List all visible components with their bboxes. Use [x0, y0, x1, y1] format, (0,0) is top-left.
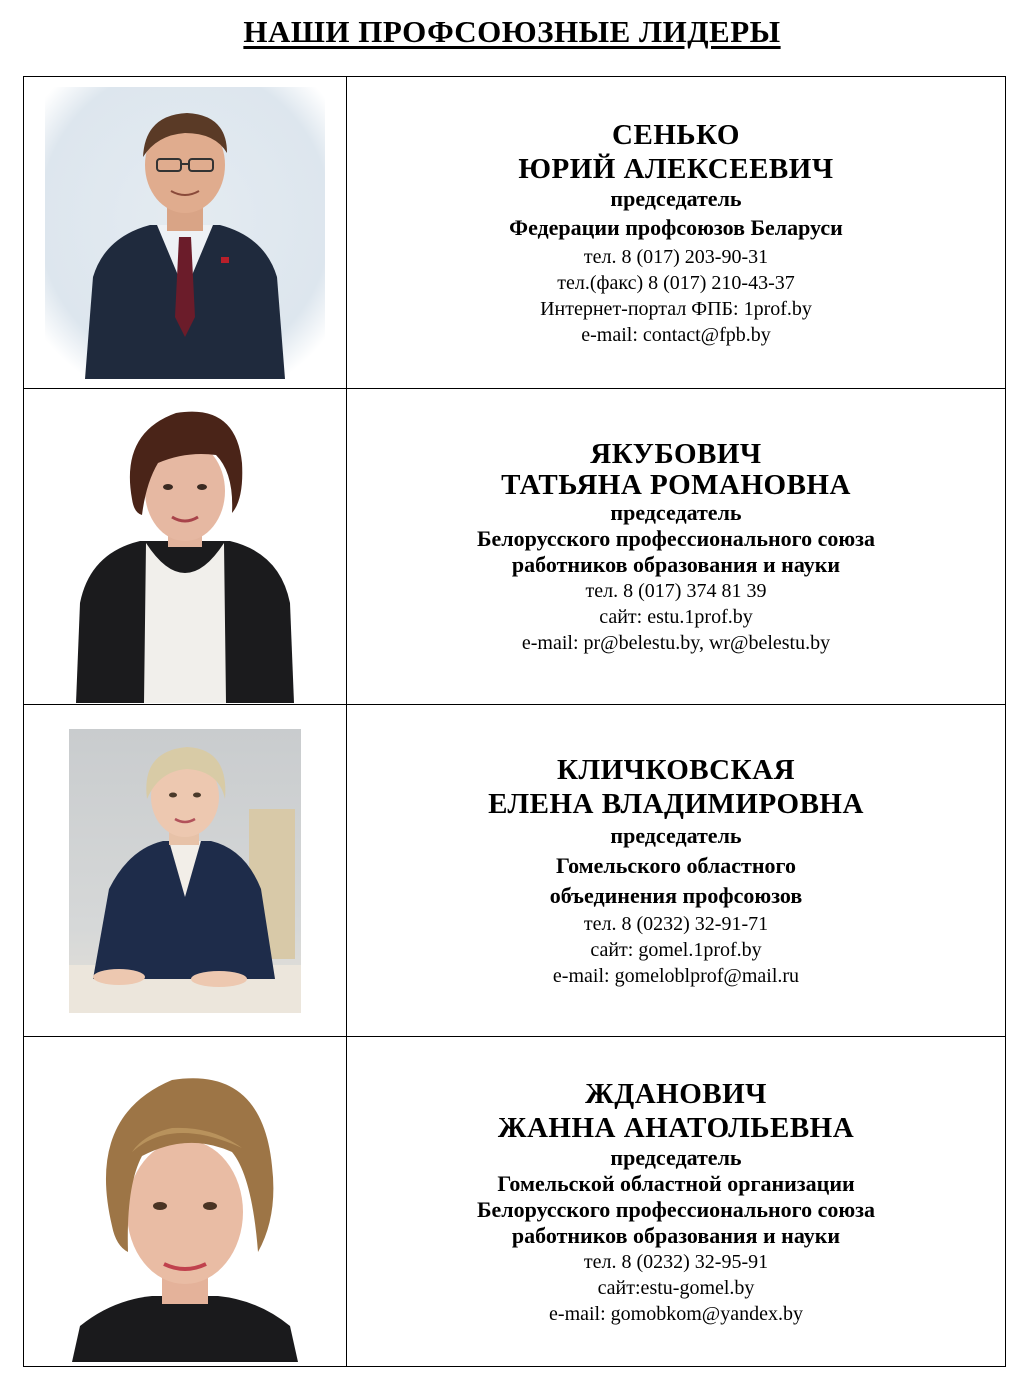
photo-cell — [24, 1037, 347, 1367]
leader-given-name: ЖАННА АНАТОЛЬЕВНА — [497, 1111, 855, 1144]
leader-row — [24, 389, 1006, 705]
leader-photo — [45, 87, 325, 379]
leader-website: сайт: estu.1prof.by — [599, 605, 753, 628]
leader-organization: объединения профсоюзов — [549, 882, 803, 908]
info-cell — [347, 389, 1006, 705]
leader-email: e-mail: pr@belestu.by, wr@belestu.by — [521, 631, 831, 654]
leader-row — [24, 705, 1006, 1037]
leader-email: e-mail: gomeloblprof@mail.ru — [552, 964, 800, 987]
leader-surname: ЖДАНОВИЧ — [585, 1077, 767, 1110]
leader-phone: тел. 8 (0232) 32-95-91 — [583, 1250, 769, 1273]
leader-organization: Белорусского профессионального союза — [476, 525, 876, 551]
leader-organization: Гомельской областной организации — [497, 1170, 855, 1196]
leader-photo — [72, 1056, 298, 1362]
leader-position: председатель — [610, 499, 742, 525]
photo-cell — [24, 705, 347, 1037]
leader-phone: тел. 8 (017) 203-90-31 — [583, 245, 769, 268]
leader-organization: работников образования и науки — [511, 1222, 841, 1248]
photo-cell — [24, 77, 347, 389]
leader-email: e-mail: contact@fpb.by — [581, 323, 771, 346]
leader-row — [24, 1037, 1006, 1367]
leaders-table — [23, 76, 1006, 1367]
leader-organization: Гомельского областного — [556, 852, 796, 878]
photo-cell — [24, 389, 347, 705]
leader-organization: работников образования и науки — [511, 551, 841, 577]
leader-website: Интернет-портал ФПБ: 1prof.by — [540, 297, 812, 320]
leader-fax: тел.(факс) 8 (017) 210-43-37 — [557, 271, 795, 294]
leader-surname: СЕНЬКО — [612, 118, 740, 151]
leader-organization: Федерации профсоюзов Беларуси — [509, 214, 843, 240]
leader-given-name: ЕЛЕНА ВЛАДИМИРОВНА — [488, 787, 864, 820]
leader-position: председатель — [610, 1144, 742, 1170]
leader-given-name: ТАТЬЯНА РОМАНОВНА — [501, 468, 851, 501]
info-cell — [347, 705, 1006, 1037]
leader-phone: тел. 8 (017) 374 81 39 — [585, 579, 767, 602]
leader-organization: Белорусского профессионального союза — [476, 1196, 876, 1222]
leader-position: председатель — [610, 185, 742, 211]
leader-website: сайт: gomel.1prof.by — [590, 938, 762, 961]
info-cell — [347, 1037, 1006, 1367]
page-title: НАШИ ПРОФСОЮЗНЫЕ ЛИДЕРЫ — [243, 14, 781, 49]
leader-photo — [69, 729, 301, 1013]
leader-photo — [76, 403, 294, 703]
leader-surname: КЛИЧКОВСКАЯ — [556, 753, 796, 786]
leader-given-name: ЮРИЙ АЛЕКСЕЕВИЧ — [518, 152, 834, 185]
leader-row — [24, 77, 1006, 389]
leader-position: председатель — [610, 822, 742, 848]
leader-phone: тел. 8 (0232) 32-91-71 — [583, 912, 769, 935]
info-cell — [347, 77, 1006, 389]
leader-surname: ЯКУБОВИЧ — [590, 437, 762, 470]
leader-email: e-mail: gomobkom@yandex.by — [549, 1302, 803, 1325]
leader-website: сайт:estu-gomel.by — [597, 1276, 755, 1299]
